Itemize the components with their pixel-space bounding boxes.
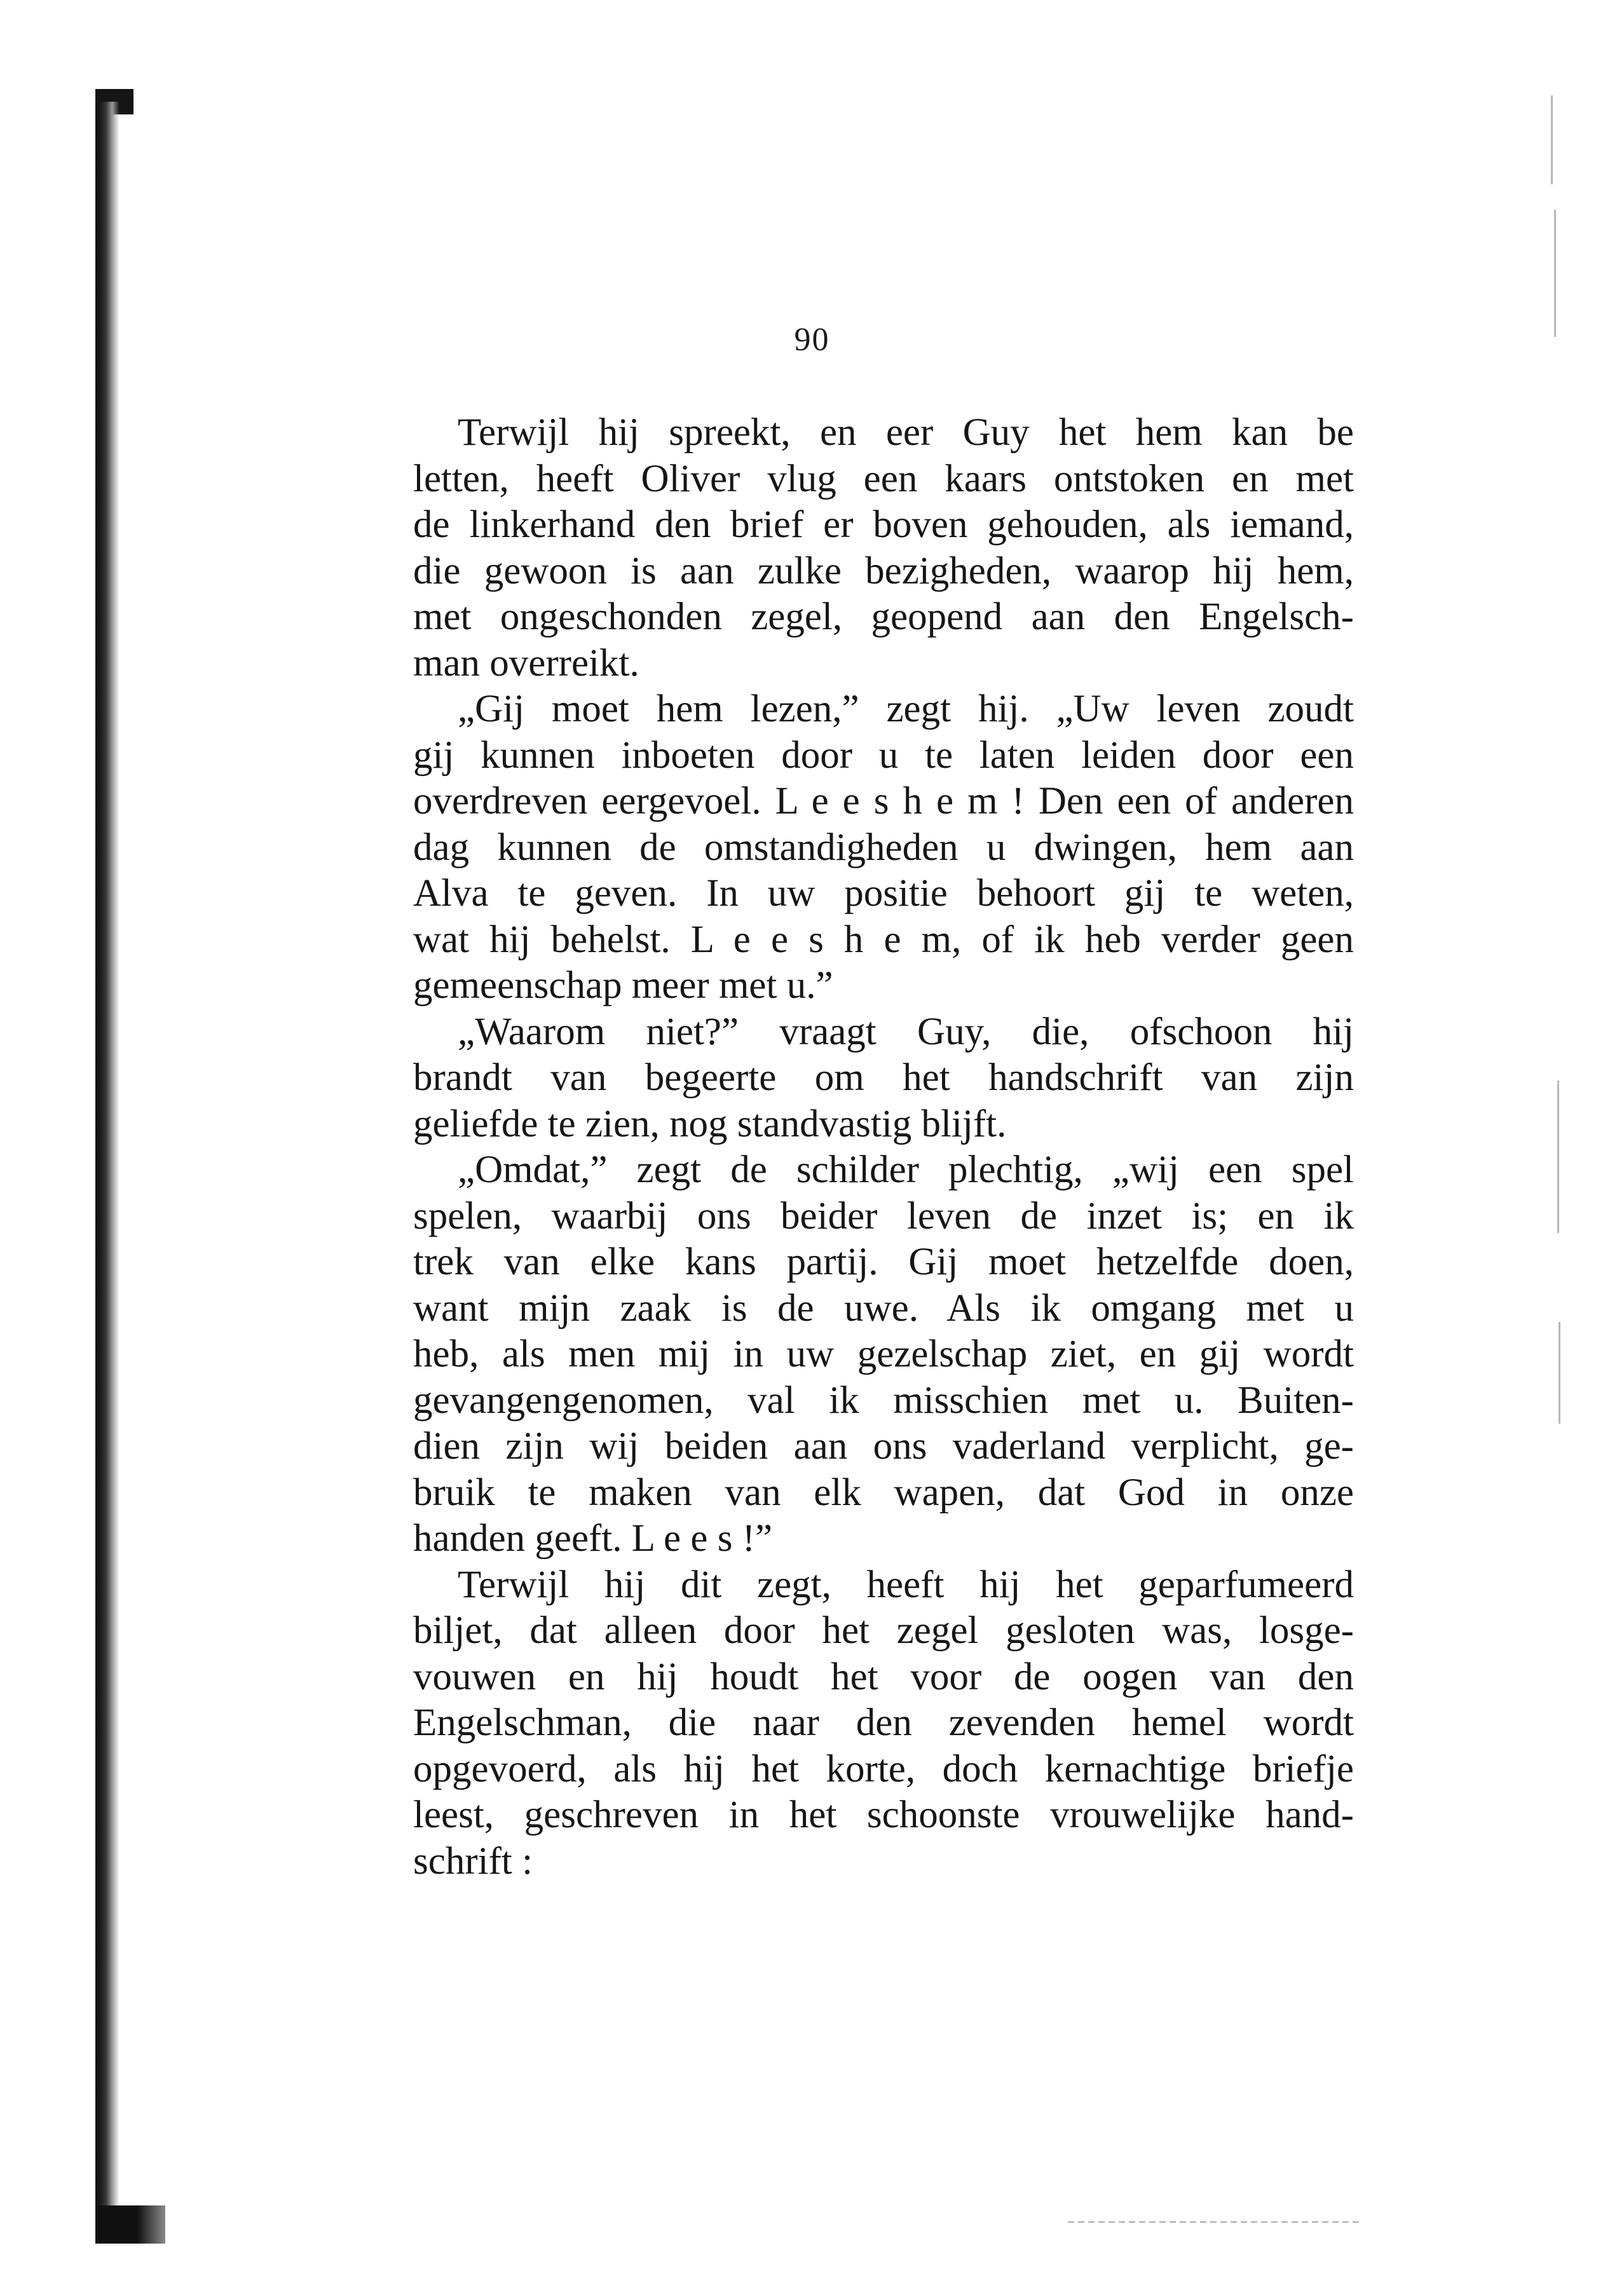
text-line: dien zijn wij beiden aan ons vaderland verplicht, ge- — [413, 1425, 1354, 1468]
scan-speckle — [1551, 95, 1553, 184]
text-line: letten, heeft Oliver vlug een kaars ontstoken en met — [413, 457, 1354, 500]
text-line: „Omdat,” zegt de schilder plechtig, „wij een spel — [458, 1148, 1354, 1191]
text-line: die gewoon is aan zulke bezigheden, waarop hij hem, — [413, 549, 1354, 592]
page-number: 90 — [794, 322, 830, 358]
text-line: de linkerhand den brief er boven gehouden, als iemand, — [413, 503, 1354, 546]
text-line: leest, geschreven in het schoonste vrouwelijke hand- — [413, 1794, 1354, 1836]
text-line: opgevoerd, als hij het korte, doch kernachtige briefje — [413, 1747, 1354, 1790]
text-line: trek van elke kans partij. Gij moet hetzelfde doen, — [413, 1241, 1354, 1283]
text-line: gevangengenomen, val ik misschien met u. Buiten- — [413, 1379, 1354, 1422]
text-line: dag kunnen de omstandigheden u dwingen, hem aan — [413, 826, 1354, 869]
text-line: gij kunnen inboeten door u te laten leiden door een — [413, 733, 1354, 777]
text-line: heb, als men mij in uw gezelschap ziet, en gij wordt — [413, 1333, 1354, 1375]
text-line: wat hij behelst. L e e s h e m, of ik heb verder geen — [413, 918, 1354, 961]
text-line: bruik te maken van elk wapen, dat God in onze — [413, 1471, 1354, 1514]
text-line: want mijn zaak is de uwe. Als ik omgang met u — [413, 1286, 1354, 1330]
scan-speckle — [1559, 1322, 1560, 1424]
text-line: brandt van begeerte om het handschrift van zijn — [413, 1056, 1354, 1099]
body-text — [413, 410, 1354, 1884]
text-line: Terwijl hij spreekt, en eer Guy het hem kan be — [458, 411, 1354, 454]
text-line: man overreikt. — [413, 641, 639, 685]
text-line: „Waarom niet?” vraagt Guy, die, ofschoon hij — [458, 1010, 1354, 1053]
scan-artifact-rule — [1068, 2221, 1360, 2223]
text-line: overdreven eergevoel. L e e s h e m ! Den een of anderen — [413, 780, 1354, 822]
text-line: „Gij moet hem lezen,” zegt hij. „Uw leven zoudt — [458, 688, 1354, 730]
text-line: gemeenschap meer met u.” — [413, 964, 833, 1007]
text-line: geliefde te zien, nog standvastig blijft. — [413, 1102, 1007, 1145]
binding-edge — [95, 102, 119, 2225]
text-line: handen geeft. L e e s !” — [413, 1517, 773, 1560]
text-line: vouwen en hij houdt het voor de oogen van den — [413, 1655, 1354, 1698]
text-line: schrift : — [413, 1839, 533, 1883]
text-line: Engelschman, die naar den zevenden hemel wordt — [413, 1701, 1354, 1744]
text-line: spelen, waarbij ons beider leven de inzet is; en ik — [413, 1194, 1354, 1237]
binding-edge-bottom — [95, 2205, 165, 2244]
text-line: Alva te geven. In uw positie behoort gij te weten, — [413, 872, 1354, 915]
scan-speckle — [1554, 210, 1556, 337]
text-line: Terwijl hij dit zegt, heeft hij het geparfumeerd — [458, 1563, 1354, 1606]
text-line: met ongeschonden zegel, geopend aan den Engelsch- — [413, 596, 1354, 638]
text-line: biljet, dat alleen door het zegel gesloten was, losge- — [413, 1609, 1354, 1652]
scan-speckle — [1557, 1080, 1559, 1233]
